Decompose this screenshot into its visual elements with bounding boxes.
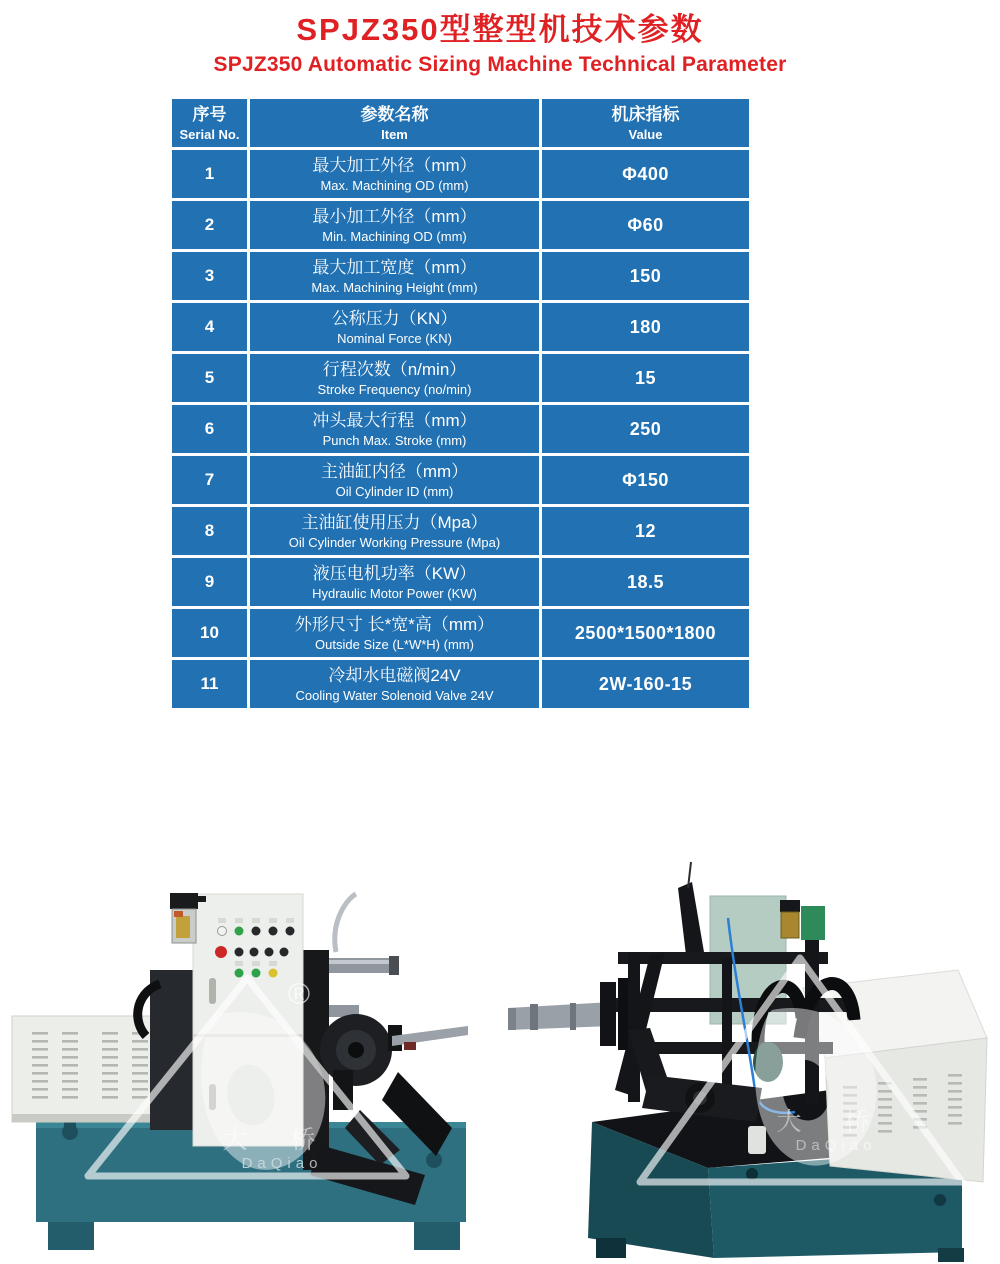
button-black — [265, 948, 274, 957]
table-row — [171, 251, 751, 302]
watermark-brand-zh: 大 桥 — [222, 1126, 334, 1154]
table-header-row — [171, 98, 751, 149]
button-green — [252, 969, 261, 978]
button-black — [252, 927, 261, 936]
row-serial: 1 — [171, 149, 249, 200]
header-serial-en: Serial No. — [179, 126, 240, 142]
row-value: 15 — [541, 353, 751, 404]
button-red — [215, 946, 227, 958]
row-value: 12 — [541, 506, 751, 557]
table-row — [171, 404, 751, 455]
row-item — [249, 353, 541, 404]
row-item-en: Nominal Force (KN) — [337, 330, 452, 346]
row-item-en: Cooling Water Solenoid Valve 24V — [295, 687, 494, 703]
row-item-zh: 主油缸使用压力（Mpa） — [301, 512, 488, 532]
button-green — [235, 927, 244, 936]
row-item — [249, 251, 541, 302]
row-item — [249, 302, 541, 353]
row-value: 2W-160-15 — [541, 659, 751, 710]
row-value: 180 — [541, 302, 751, 353]
header-value-zh: 机床指标 — [611, 104, 680, 124]
row-item-en: Max. Machining Height (mm) — [311, 279, 478, 295]
machine-left-drawing — [0, 860, 500, 1264]
table-row — [171, 506, 751, 557]
header-item-en: Item — [381, 126, 408, 142]
row-item-en: Punch Max. Stroke (mm) — [322, 432, 467, 448]
table-row — [171, 302, 751, 353]
row-item — [249, 404, 541, 455]
row-item-en: Stroke Frequency (no/min) — [317, 381, 472, 397]
page-title: SPJZ350型整型机技术参数 — [296, 12, 704, 47]
row-item-zh: 冲头最大行程（mm） — [312, 410, 477, 430]
row-serial: 9 — [171, 557, 249, 608]
table-row — [171, 200, 751, 251]
row-serial: 3 — [171, 251, 249, 302]
curved-handle — [335, 894, 356, 952]
button-yellow — [269, 969, 278, 978]
button-white — [218, 927, 227, 936]
button-black — [235, 948, 244, 957]
row-item-zh: 外形尺寸 长*宽*高（mm） — [294, 614, 495, 634]
row-serial: 11 — [171, 659, 249, 710]
table-row — [171, 353, 751, 404]
machine-right-drawing — [500, 860, 1000, 1264]
table-row — [171, 149, 751, 200]
row-item-en: Min. Machining OD (mm) — [322, 228, 467, 244]
registered-mark: ® — [288, 978, 311, 1011]
header-serial — [171, 98, 249, 149]
row-value: 18.5 — [541, 557, 751, 608]
button-black — [280, 948, 289, 957]
row-item — [249, 557, 541, 608]
product-photos — [0, 860, 1000, 1264]
button-black — [269, 927, 278, 936]
row-item — [249, 659, 541, 710]
row-item-en: Oil Cylinder Working Pressure (Mpa) — [288, 534, 501, 550]
machine-photo-left — [0, 860, 500, 1264]
row-item — [249, 455, 541, 506]
header-item-zh: 参数名称 — [360, 104, 429, 124]
row-item-en: Hydraulic Motor Power (KW) — [312, 585, 477, 601]
row-item — [249, 200, 541, 251]
page-subtitle: SPJZ350 Automatic Sizing Machine Technical Parameter — [213, 52, 787, 76]
table-row — [171, 557, 751, 608]
white-bottle — [748, 1126, 766, 1154]
row-item-zh: 行程次数（n/min） — [322, 359, 467, 379]
watermark-brand-zh: 大 桥 — [776, 1108, 888, 1136]
row-item-zh: 液压电机功率（KW） — [312, 563, 477, 583]
row-value: Φ400 — [541, 149, 751, 200]
row-item-en: Max. Machining OD (mm) — [320, 177, 469, 193]
row-item-zh: 公称压力（KN） — [331, 308, 458, 328]
row-value: 2500*1500*1800 — [541, 608, 751, 659]
row-serial: 8 — [171, 506, 249, 557]
row-serial: 2 — [171, 200, 249, 251]
row-item-zh: 最大加工外径（mm） — [312, 155, 477, 175]
row-item-en: Oil Cylinder ID (mm) — [335, 483, 454, 499]
row-value: Φ60 — [541, 200, 751, 251]
oiler — [780, 900, 825, 940]
row-serial: 10 — [171, 608, 249, 659]
row-value: Φ150 — [541, 455, 751, 506]
row-item-zh: 最大加工宽度（mm） — [312, 257, 477, 277]
row-item-zh: 冷却水电磁阀24V — [328, 665, 461, 685]
button-black — [286, 927, 295, 936]
row-item — [249, 149, 541, 200]
row-serial: 4 — [171, 302, 249, 353]
table-row — [171, 455, 751, 506]
header-value-en: Value — [628, 126, 663, 142]
watermark-brand-en: DaQiao — [795, 1137, 877, 1154]
table-row — [171, 608, 751, 659]
spec-table — [169, 96, 752, 711]
row-item-zh: 主油缸内径（mm） — [320, 461, 469, 481]
row-item-zh: 最小加工外径（mm） — [312, 206, 477, 226]
door-handle-upper — [209, 978, 216, 1004]
row-serial: 7 — [171, 455, 249, 506]
row-item-en: Outside Size (L*W*H) (mm) — [315, 636, 474, 652]
row-value: 150 — [541, 251, 751, 302]
row-serial: 5 — [171, 353, 249, 404]
header-item — [249, 98, 541, 149]
green-bracket — [801, 906, 825, 940]
button-green — [235, 969, 244, 978]
row-item — [249, 608, 541, 659]
button-black — [250, 948, 259, 957]
table-row — [171, 659, 751, 710]
row-item — [249, 506, 541, 557]
header-serial-zh: 序号 — [192, 104, 227, 124]
side-arm — [392, 1026, 468, 1046]
header-value — [541, 98, 751, 149]
row-serial: 6 — [171, 404, 249, 455]
page-header — [0, 0, 1000, 77]
chrome-shaft — [508, 1002, 612, 1030]
watermark-brand-en: DaQiao — [241, 1155, 323, 1172]
row-value: 250 — [541, 404, 751, 455]
machine-photo-right — [500, 860, 1000, 1264]
